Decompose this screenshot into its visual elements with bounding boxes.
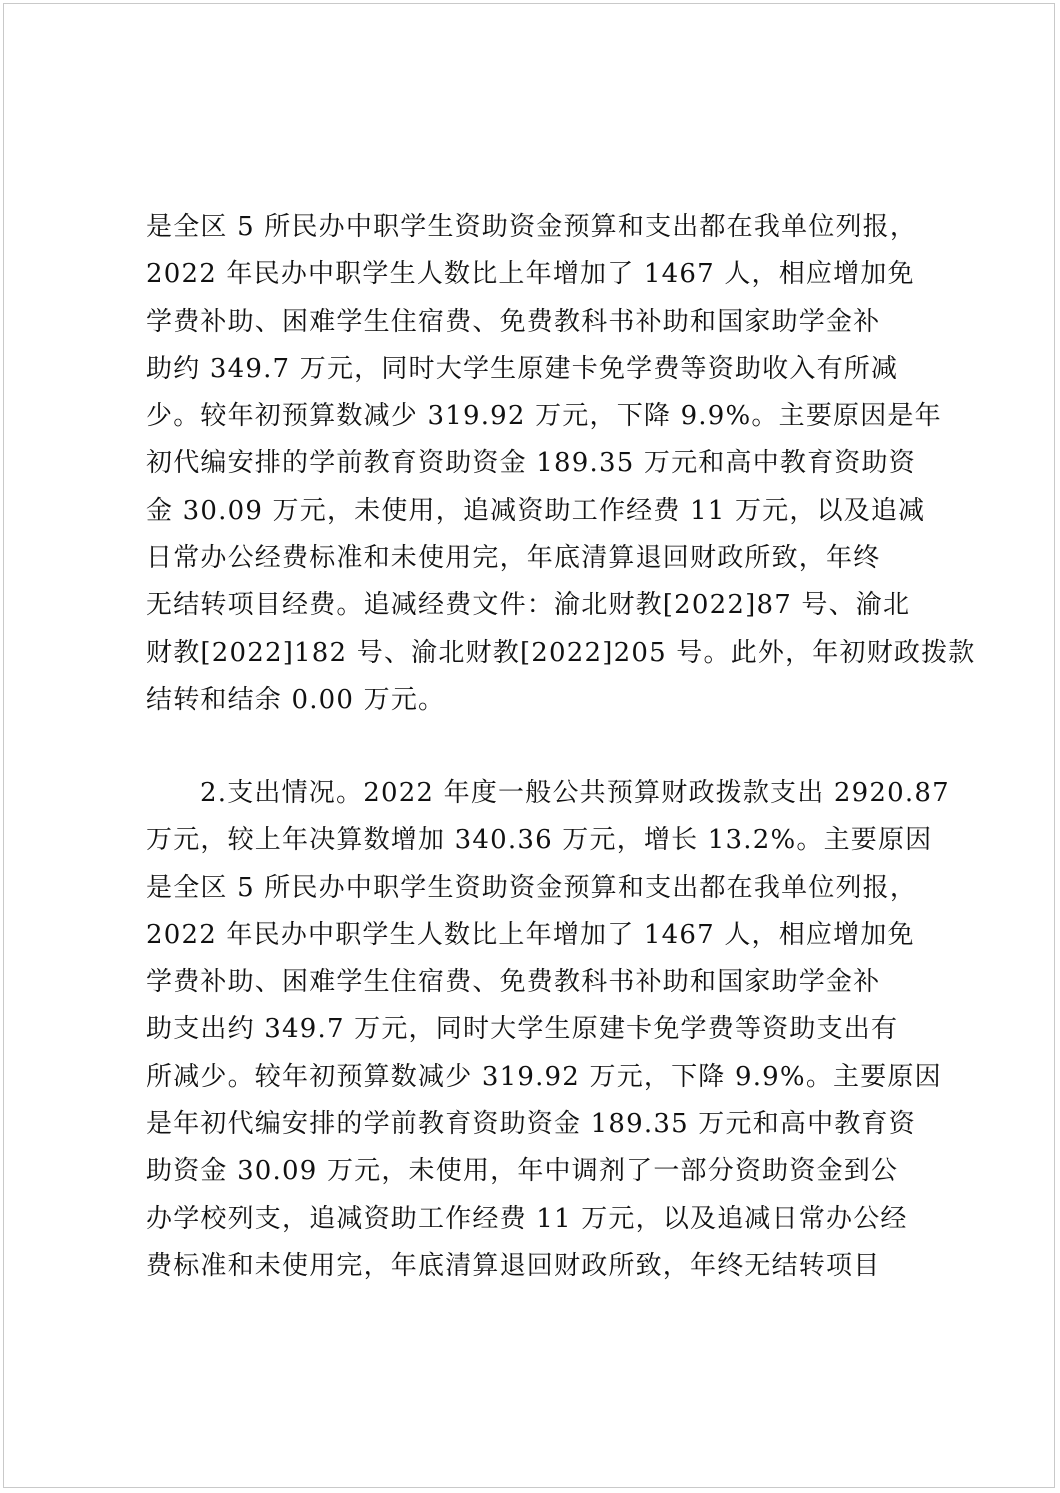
text-line: 日常办公经费标准和未使用完，年底清算退回财政所致，年终 xyxy=(146,543,881,574)
text-line-first: 2.支出情况。2022 年度一般公共预算财政拨款支出 2920.87 xyxy=(200,778,950,808)
text-line: 办学校列支，追减资助工作经费 11 万元，以及追减日常办公经 xyxy=(146,1203,908,1234)
text-line: 所减少。较年初预算数减少 319.92 万元，下降 9.9%。主要原因 xyxy=(146,1061,942,1092)
text-line: 财教[2022]182 号、渝北财教[2022]205 号。此外，年初财政拨款 xyxy=(146,637,976,668)
document-page xyxy=(3,3,1055,1488)
text-line: 助约 349.7 万元，同时大学生原建卡免学费等资助收入有所减 xyxy=(146,353,899,384)
text-line: 是年初代编安排的学前教育资助资金 189.35 万元和高中教育资 xyxy=(146,1109,916,1140)
text-line: 金 30.09 万元，未使用，追减资助工作经费 11 万元，以及追减 xyxy=(146,495,926,526)
text-line: 初代编安排的学前教育资助资金 189.35 万元和高中教育资助资 xyxy=(146,448,916,479)
text-line: 是全区 5 所民办中职学生资助资金预算和支出都在我单位列报， xyxy=(146,212,918,242)
text-line: 2022 年民办中职学生人数比上年增加了 1467 人，相应增加免 xyxy=(146,259,915,290)
text-line: 2022 年民办中职学生人数比上年增加了 1467 人，相应增加免 xyxy=(146,919,915,950)
text-line: 万元，较上年决算数增加 340.36 万元，增长 13.2%。主要原因 xyxy=(146,825,933,856)
text-line: 助支出约 349.7 万元，同时大学生原建卡免学费等资助支出有 xyxy=(146,1014,899,1045)
paragraph-expenditure xyxy=(146,770,956,1290)
paragraph-budget-revenue xyxy=(146,204,976,724)
text-line: 费标准和未使用完，年底清算退回财政所致，年终无结转项目 xyxy=(146,1250,881,1281)
text-line: 学费补助、困难学生住宿费、免费教科书补助和国家助学金补 xyxy=(146,306,881,337)
text-line: 学费补助、困难学生住宿费、免费教科书补助和国家助学金补 xyxy=(146,967,881,998)
text-line: 是全区 5 所民办中职学生资助资金预算和支出都在我单位列报， xyxy=(146,872,918,903)
text-line: 无结转项目经费。追减经费文件：渝北财教[2022]87 号、渝北 xyxy=(146,590,911,621)
text-line: 助资金 30.09 万元，未使用，年中调剂了一部分资助资金到公 xyxy=(146,1156,899,1187)
text-line: 结转和结余 0.00 万元。 xyxy=(146,684,446,715)
text-line: 少。较年初预算数减少 319.92 万元，下降 9.9%。主要原因是年 xyxy=(146,401,942,432)
